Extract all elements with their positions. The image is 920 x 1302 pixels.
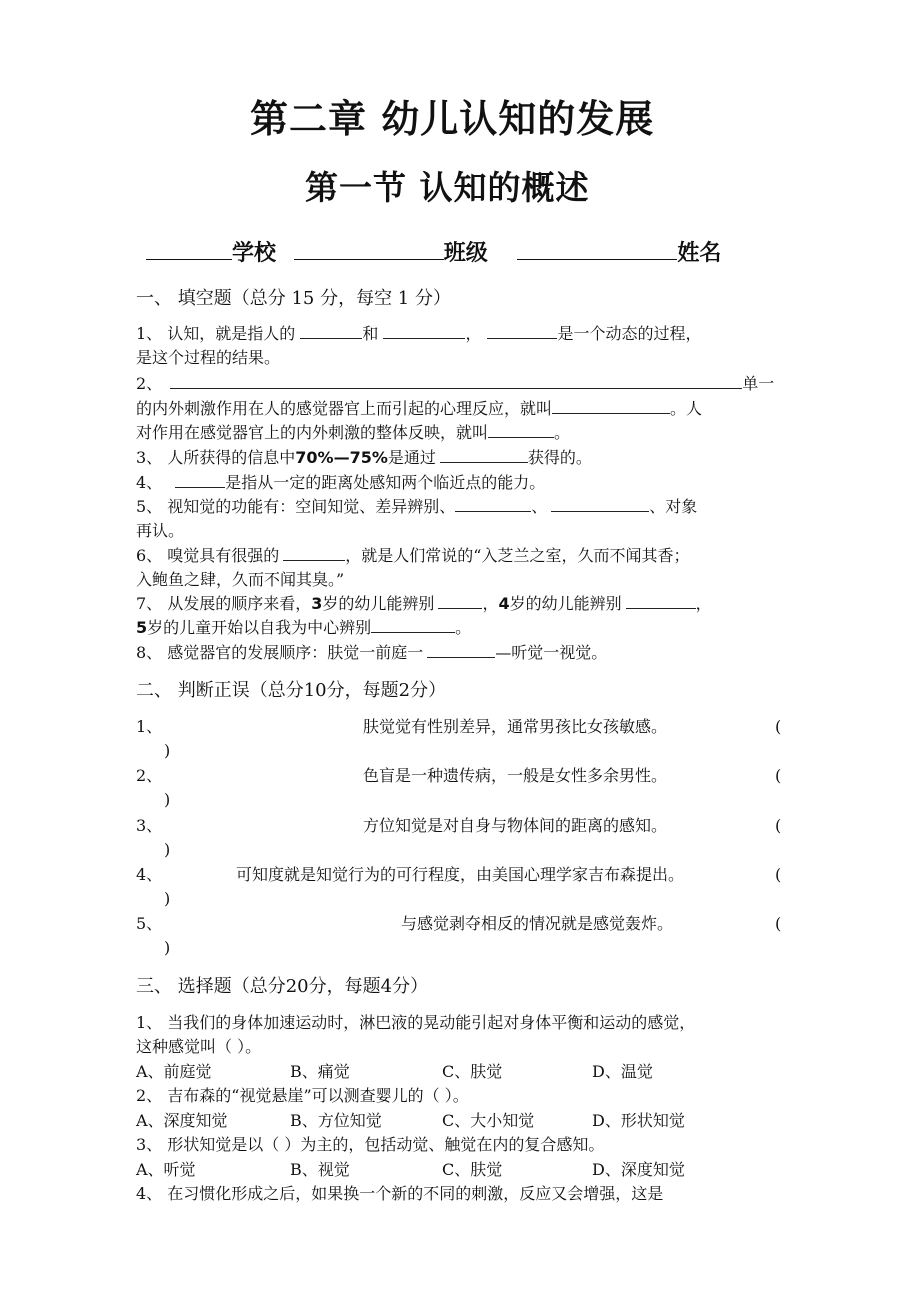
tf-item-4-paren-open[interactable]: ( [775, 865, 782, 884]
blank[interactable] [488, 421, 554, 438]
fill-q2-line3: 对作用在感觉器官上的内外刺激的整体反映，就叫 。 [136, 423, 571, 442]
mc-q3: 3、 形状知觉是以（ ）为主的，包括动觉、触觉在内的复合感知。 [136, 1135, 605, 1154]
mc-q3-option-d[interactable]: D、深度知觉 [592, 1160, 685, 1179]
school-blank[interactable] [146, 243, 232, 260]
blank[interactable] [438, 592, 482, 609]
fill-q6-line2: 入鲍鱼之肆，久而不闻其臭。” [136, 570, 345, 589]
blank[interactable] [300, 322, 362, 339]
mc-q1-line1: 1、 当我们的身体加速运动时，淋巴液的晃动能引起对身体平衡和运动的感觉， [136, 1013, 696, 1032]
class-blank[interactable] [294, 243, 444, 260]
fill-q5-line2: 再认。 [136, 521, 185, 540]
blank[interactable] [440, 446, 528, 463]
blank[interactable] [283, 544, 345, 561]
tf-item-2-paren-open[interactable]: ( [775, 766, 782, 785]
mc-q1-option-c[interactable]: C、肤觉 [442, 1062, 503, 1081]
tf-item-3-paren-open[interactable]: ( [775, 816, 782, 835]
fill-q8: 8、 感觉器官的发展顺序：肤觉一前庭一 —听觉一视觉。 [136, 643, 608, 662]
blank[interactable] [170, 372, 742, 389]
fill-q4: 4、 是指从一定的距离处感知两个临近点的能力。 [136, 473, 546, 492]
tf-item-2-num: 2、 [136, 766, 163, 785]
blank[interactable] [551, 495, 649, 512]
tf-item-1-paren-open[interactable]: ( [775, 717, 782, 736]
fill-q2-line2: 的内外刺激作用在人的感觉器官上而引起的心理反应，就叫 。人 [136, 399, 703, 418]
fill-q1-line2: 是这个过程的结果。 [136, 348, 281, 367]
tf-item-3-text: 方位知觉是对自身与物体间的距离的感知。 [363, 816, 668, 835]
fill-q7-line2: 5岁的儿童开始以自我为中心辨别 。 [136, 618, 472, 637]
mc-q1-option-b[interactable]: B、痛觉 [290, 1062, 350, 1081]
school-label: 学校 [232, 241, 277, 266]
fill-q3: 3、 人所获得的信息中70%—75%是通过 获得的。 [136, 448, 592, 467]
tf-item-3-num: 3、 [136, 816, 163, 835]
class-label: 班级 [443, 241, 488, 266]
blank[interactable] [552, 397, 670, 414]
mc-q3-option-c[interactable]: C、肤觉 [442, 1160, 503, 1179]
section3-heading: 三、 选择题（总分20分，每题4分） [136, 976, 429, 997]
mc-q2-option-b[interactable]: B、方位知觉 [290, 1111, 382, 1130]
blank[interactable] [455, 495, 531, 512]
mc-q3-option-b[interactable]: B、视觉 [290, 1160, 350, 1179]
mc-q4: 4、 在习惯化形成之后，如果换一个新的不同的刺激，反应又会增强，这是 [136, 1184, 664, 1203]
tf-item-3-paren-close: ) [164, 840, 171, 859]
blank[interactable] [626, 592, 696, 609]
page-title: 第二章 幼儿认知的发展 [250, 97, 655, 141]
mc-q2: 2、 吉布森的“视觉悬崖”可以测查婴儿的（ ）。 [136, 1086, 469, 1105]
tf-item-5-text: 与感觉剥夺相反的情况就是感觉轰炸。 [401, 914, 674, 933]
tf-item-5-paren-open[interactable]: ( [775, 914, 782, 933]
blank[interactable] [371, 616, 455, 633]
blank[interactable] [427, 641, 495, 658]
section1-heading: 一、 填空题（总分 15 分，每空 1 分） [136, 288, 451, 309]
tf-item-5-paren-close: ) [164, 938, 171, 957]
mc-q1-option-d[interactable]: D、温觉 [592, 1062, 653, 1081]
tf-item-1-num: 1、 [136, 717, 163, 736]
mc-q1-option-a[interactable]: A、前庭觉 [136, 1062, 212, 1081]
tf-item-1-paren-close: ) [164, 741, 171, 760]
fill-q6-line1: 6、 嗅觉具有很强的 ，就是人们常说的“入芝兰之室，久而不闻其香； [136, 546, 690, 565]
fill-q5-line1: 5、 视知觉的功能有：空间知觉、差异辨别、 、 、对象 [136, 497, 698, 516]
fill-q7-line1: 7、 从发展的顺序来看，3岁的幼儿能辨别 ，4岁的幼儿能辨别 ， [136, 594, 712, 613]
tf-item-4-paren-close: ) [164, 889, 171, 908]
header-fields [146, 236, 721, 267]
tf-item-4-text: 可知度就是知觉行为的可行程度，由美国心理学家吉布森提出。 [236, 865, 685, 884]
fill-q2-line1: 2、 单一 [136, 374, 775, 393]
mc-q1-line2: 这种感觉叫（ ）。 [136, 1037, 262, 1056]
tf-item-5-num: 5、 [136, 914, 163, 933]
name-blank[interactable] [517, 243, 677, 260]
mc-q2-option-c[interactable]: C、大小知觉 [442, 1111, 535, 1130]
tf-item-4-num: 4、 [136, 865, 163, 884]
tf-item-2-paren-close: ) [164, 790, 171, 809]
page-subtitle: 第一节 认知的概述 [305, 168, 590, 207]
name-label: 姓名 [677, 241, 722, 266]
mc-q3-option-a[interactable]: A、听觉 [136, 1160, 196, 1179]
blank[interactable] [487, 322, 557, 339]
blank[interactable] [383, 322, 465, 339]
section2-heading: 二、 判断正误（总分10分，每题2分） [136, 680, 447, 701]
tf-item-1-text: 肤觉觉有性别差异，通常男孩比女孩敏感。 [363, 717, 668, 736]
fill-q1-line1: 1、 认知，就是指人的 和 ， 是一个动态的过程， [136, 324, 702, 343]
tf-item-2-text: 色盲是一种遗传病，一般是女性多余男性。 [363, 766, 668, 785]
blank[interactable] [175, 471, 225, 488]
mc-q2-option-d[interactable]: D、形状知觉 [592, 1111, 685, 1130]
mc-q2-option-a[interactable]: A、深度知觉 [136, 1111, 228, 1130]
